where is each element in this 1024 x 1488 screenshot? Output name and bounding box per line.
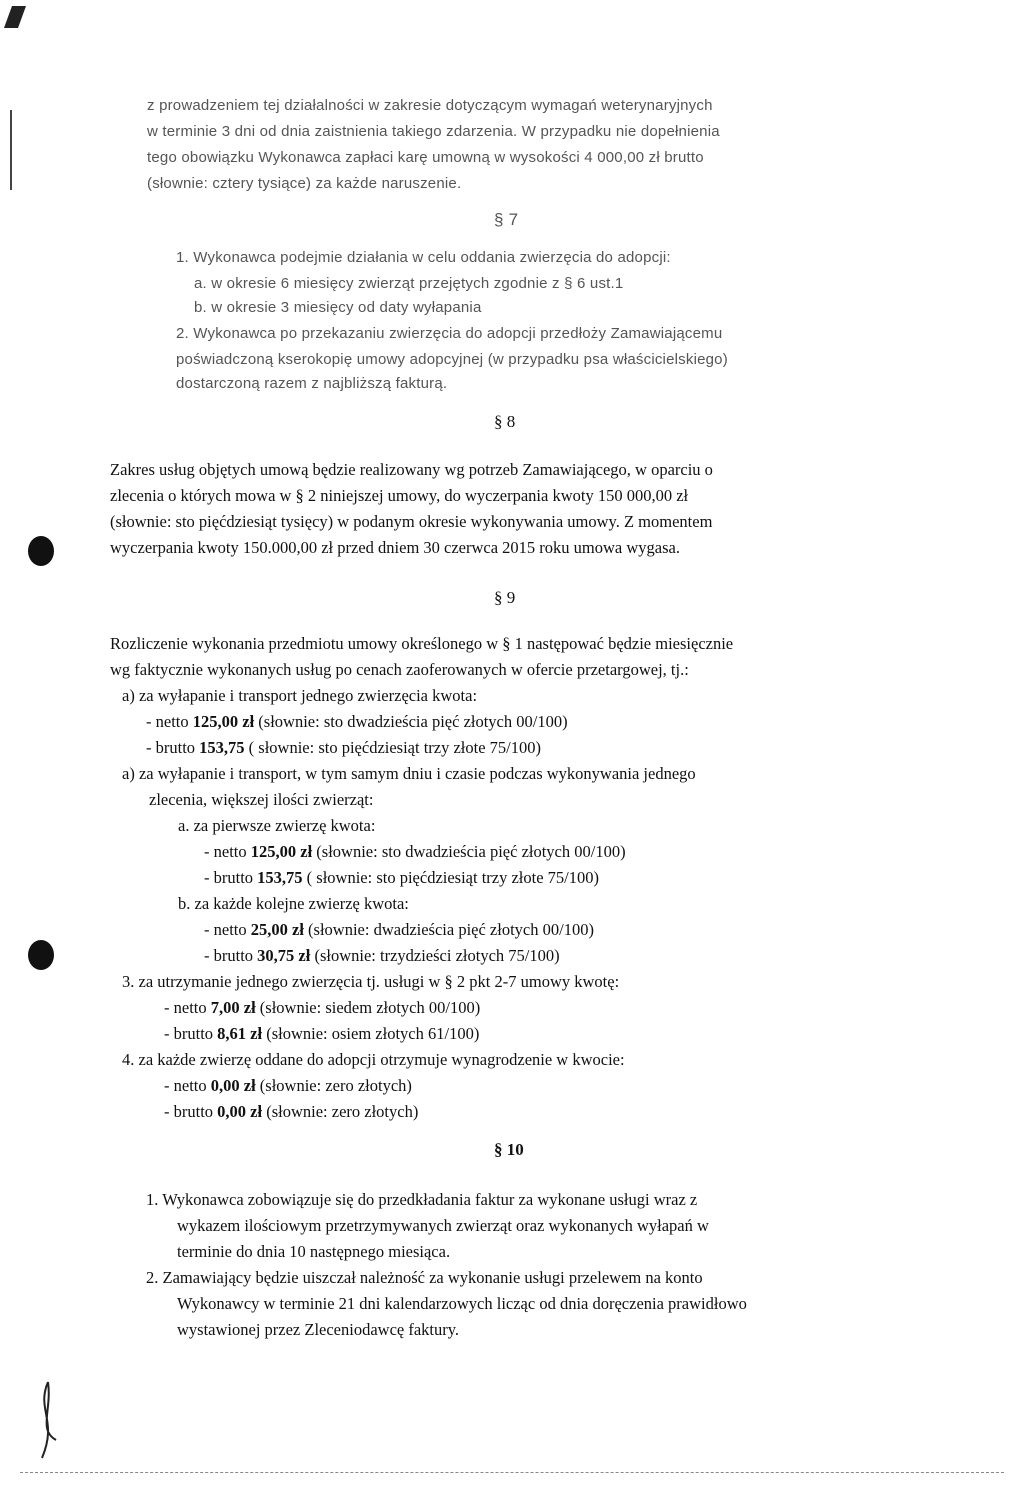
s9-p3: 3. za utrzymanie jednego zwierzęcia tj. usługi w § 2 pkt 2-7 umowy kwotę:	[122, 972, 620, 991]
s7-item-2-cont-2: dostarczoną razem z najbliższą fakturą.	[176, 375, 448, 392]
s10-line-3: terminie do dnia 10 następnego miesiąca.	[177, 1242, 451, 1261]
s9-a1: a) za wyłapanie i transport jednego zwierzęcia kwota:	[122, 686, 478, 705]
s9-a2a-netto: - netto 125,00 zł (słownie: sto dwadzieścia pięć złotych 00/100)	[204, 842, 626, 861]
s9-p4-netto: - netto 0,00 zł (słownie: zero złotych)	[164, 1076, 412, 1095]
s7-item-1: 1. Wykonawca podejmie działania w celu oddania zwierzęcia do adopcji:	[176, 249, 671, 266]
s9-a2a: a. za pierwsze zwierzę kwota:	[178, 816, 376, 835]
s9-p4-brutto: - brutto 0,00 zł (słownie: zero złotych)	[164, 1102, 419, 1121]
scan-mark-top-left	[4, 6, 26, 28]
s10-line-2: wykazem ilościowym przetrzymywanych zwierząt oraz wykonanych wyłapań w	[177, 1216, 709, 1235]
s9-a1-netto: - netto 125,00 zł (słownie: sto dwadzieścia pięć złotych 00/100)	[146, 712, 568, 731]
section-7-heading: § 7	[494, 210, 519, 229]
s8-line-4: wyczerpania kwoty 150.000,00 zł przed dniem 30 czerwca 2015 roku umowa wygasa.	[110, 538, 680, 557]
s9-a2b-netto: - netto 25,00 zł (słownie: dwadzieścia pięć złotych 00/100)	[204, 920, 594, 939]
s9-p4: 4. za każde zwierzę oddane do adopcji otrzymuje wynagrodzenie w kwocie:	[122, 1050, 625, 1069]
s10-line-5: Wykonawcy w terminie 21 dni kalendarzowych licząc od dnia doręczenia prawidłowo	[177, 1294, 747, 1313]
s7-intro-line-4: (słownie: cztery tysiące) za każde naruszenie.	[147, 175, 462, 192]
section-8-heading: § 8	[494, 412, 516, 431]
page-bottom-border	[20, 1472, 1004, 1473]
s9-p3-brutto: - brutto 8,61 zł (słownie: osiem złotych 61/100)	[164, 1024, 480, 1043]
s8-line-3: (słownie: sto pięćdziesiąt tysięcy) w podanym okresie wykonywania umowy. Z momentem	[110, 512, 713, 531]
s7-item-1b: b. w okresie 3 miesięcy od daty wyłapania	[194, 299, 482, 316]
s9-a2-cont: zlecenia, większej ilości zwierząt:	[149, 790, 374, 809]
s10-line-1: 1. Wykonawca zobowiązuje się do przedkładania faktur za wykonane usługi wraz z	[146, 1190, 698, 1209]
s7-intro-line-1: z prowadzeniem tej działalności w zakresie dotyczącym wymagań weterynaryjnych	[147, 97, 713, 114]
s8-line-2: zlecenia o których mowa w § 2 niniejszej umowy, do wyczerpania kwoty 150 000,00 zł	[110, 486, 689, 505]
s7-item-1a: a. w okresie 6 miesięcy zwierząt przejętych zgodnie z § 6 ust.1	[194, 275, 624, 292]
s10-line-4: 2. Zamawiający będzie uiszczał należność za wykonanie usługi przelewem na konto	[146, 1268, 703, 1287]
s9-intro-2: wg faktycznie wykonanych usług po cenach zaoferowanych w ofercie przetargowej, tj.:	[110, 660, 689, 679]
s9-a2b: b. za każde kolejne zwierzę kwota:	[178, 894, 409, 913]
s7-intro-line-3: tego obowiązku Wykonawca zapłaci karę umowną w wysokości 4 000,00 zł brutto	[147, 149, 704, 166]
s9-intro-1: Rozliczenie wykonania przedmiotu umowy określonego w § 1 następować będzie miesięcznie	[110, 634, 734, 653]
s7-item-2-cont-1: poświadczoną kserokopię umowy adopcyjnej (w przypadku psa właścicielskiego)	[176, 351, 728, 368]
punch-hole-upper	[28, 536, 54, 566]
s8-line-1: Zakres usług objętych umową będzie realizowany wg potrzeb Zamawiającego, w oparciu o	[110, 460, 713, 479]
s10-line-6: wystawionej przez Zleceniodawcę faktury.	[177, 1320, 460, 1339]
s9-a2a-brutto: - brutto 153,75 ( słownie: sto pięćdziesiąt trzy złote 75/100)	[204, 868, 600, 887]
section-10-heading: § 10	[494, 1140, 524, 1159]
s9-p3-netto: - netto 7,00 zł (słownie: siedem złotych 00/100)	[164, 998, 481, 1017]
punch-hole-lower	[28, 940, 54, 970]
s9-a2b-brutto: - brutto 30,75 zł (słownie: trzydzieści złotych 75/100)	[204, 946, 560, 965]
s7-item-2: 2. Wykonawca po przekazaniu zwierzęcia do adopcji przedłoży Zamawiającemu	[176, 325, 723, 342]
s9-a2: a) za wyłapanie i transport, w tym samym dniu i czasie podczas wykonywania jednego	[122, 764, 696, 783]
scan-mark-left-edge	[10, 110, 12, 190]
section-9-heading: § 9	[494, 588, 516, 607]
signature-initial	[28, 1380, 68, 1460]
s7-intro-line-2: w terminie 3 dni od dnia zaistnienia takiego zdarzenia. W przypadku nie dopełnienia	[147, 123, 720, 140]
s9-a1-brutto: - brutto 153,75 ( słownie: sto pięćdziesiąt trzy złote 75/100)	[146, 738, 542, 757]
